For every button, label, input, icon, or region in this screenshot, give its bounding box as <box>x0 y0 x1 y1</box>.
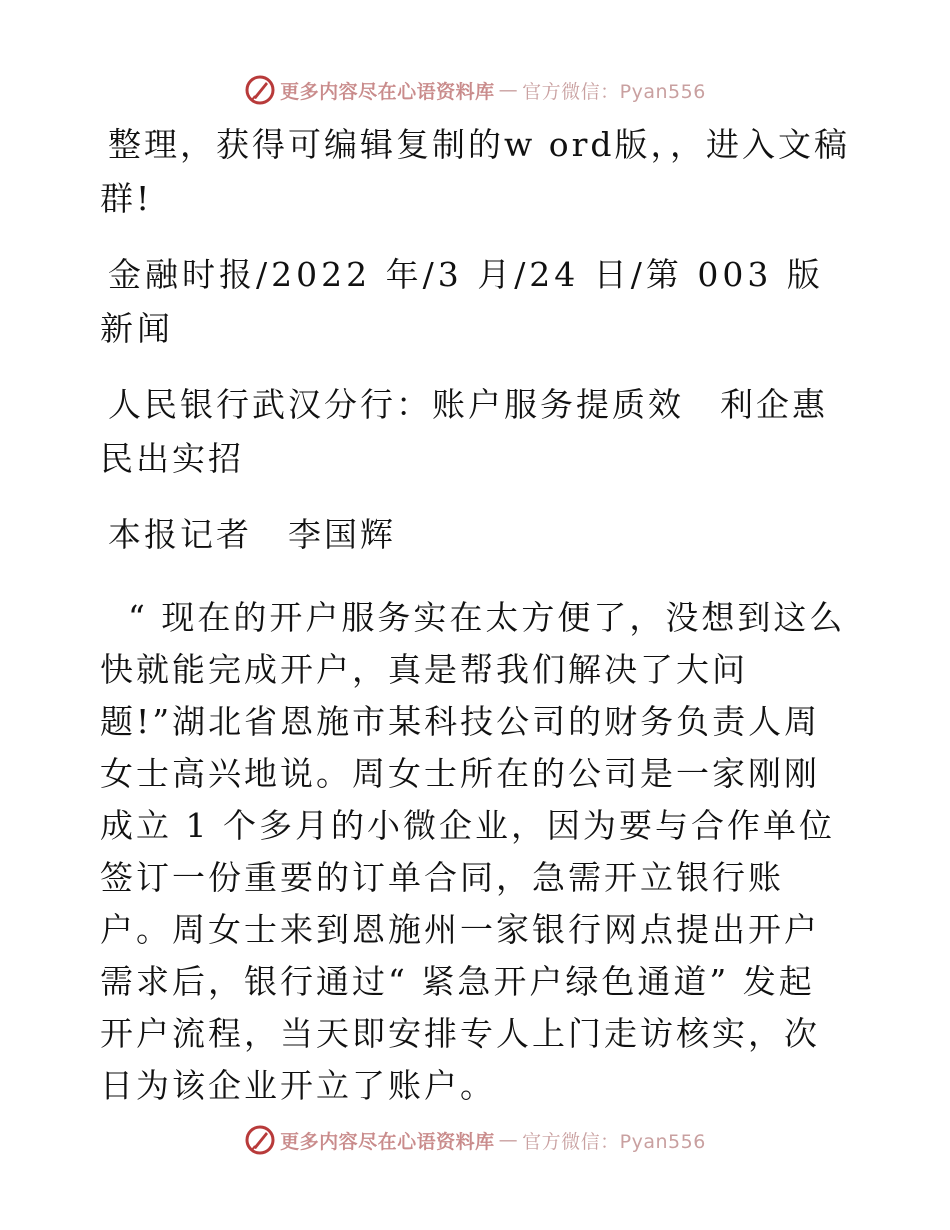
byline: 本报记者 李国辉 <box>108 515 396 554</box>
quill-pen-logo-icon <box>244 1124 276 1156</box>
banner-separator: — <box>498 1129 519 1151</box>
article-paragraph: “ 现在的开户服务实在太方便了，没想到这么快就能完成开户，真是帮我们解决了大问题!”湖北省恩施市某科技公司的财务负责人周女士高兴地说。周女士所在的公司是一家刚刚成立 1 个多月的小微企业，因为要与合作单位签订一份重要的订单合同，急需开立银行账户。周女士来到恩施州一家银行网点提出开户需求后，银行通过“ 紧急开户绿色通道” 发起开户流程，当天即安排专人上门走访核实，次日为该企业开立了账户。 <box>100 598 846 1105</box>
banner-title: 更多内容尽在心语资料库 <box>280 1130 495 1153</box>
quill-pen-logo-icon <box>244 74 276 106</box>
banner-separator: — <box>498 79 519 101</box>
banner-title: 更多内容尽在心语资料库 <box>280 80 495 103</box>
footer-banner <box>0 1122 950 1158</box>
source-line: 金融时报/2022 年/3 月/24 日/第 003 版新闻 <box>100 255 824 348</box>
intro-note: 整理，获得可编辑复制的w ord版，，进入文稿群! <box>100 125 851 218</box>
header-banner <box>0 72 950 108</box>
article-headline: 人民银行武汉分行：账户服务提质效 利企惠民出实招 <box>100 385 828 478</box>
document-body <box>100 118 850 1134</box>
banner-wechat-id: 官方微信：Pyan556 <box>522 1130 706 1153</box>
banner-wechat-id: 官方微信：Pyan556 <box>522 80 706 103</box>
